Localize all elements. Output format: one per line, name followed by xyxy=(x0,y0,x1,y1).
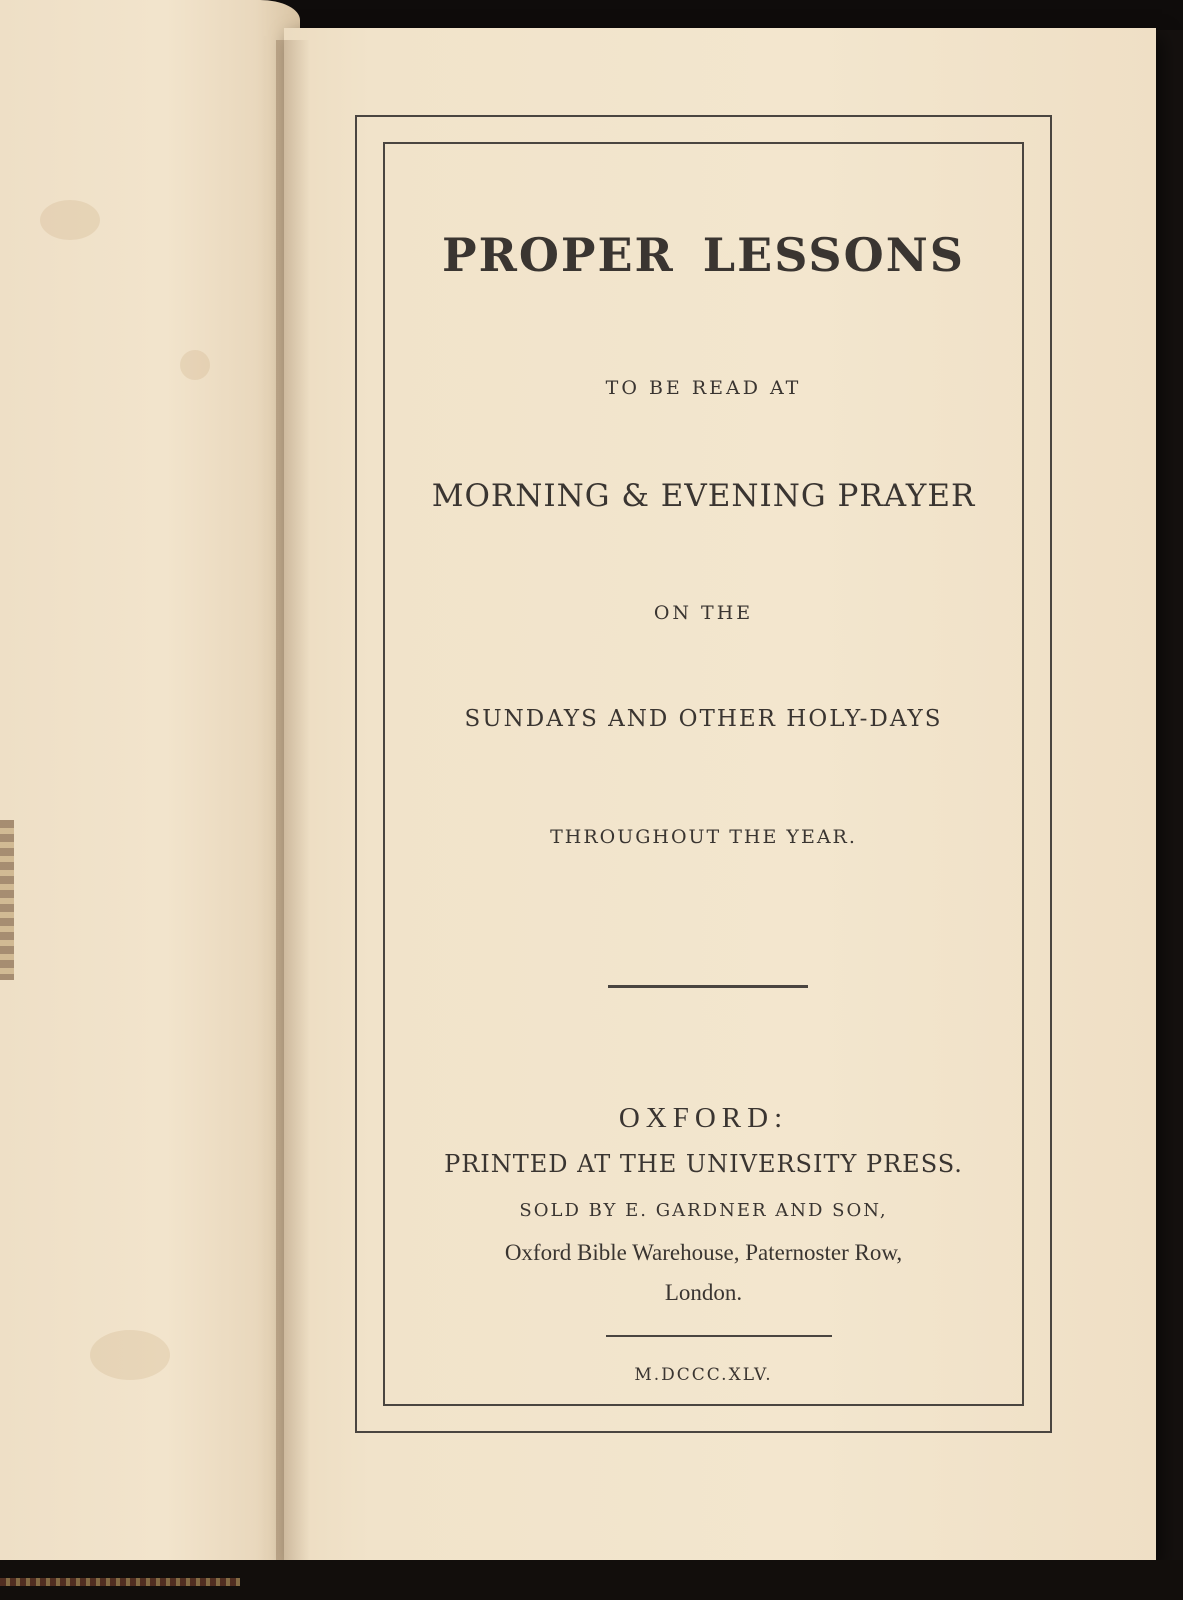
subtitle-line-3: ON THE xyxy=(653,602,754,624)
divider-rule-bottom xyxy=(606,1335,832,1337)
foxing-spot xyxy=(40,200,100,240)
imprint-city: OXFORD: xyxy=(618,1102,789,1134)
left-blank-page xyxy=(0,0,300,1600)
imprint-place: London. xyxy=(664,1280,743,1305)
foxing-spot xyxy=(180,350,210,380)
imprint-address: Oxford Bible Warehouse, Paternoster Row, xyxy=(504,1240,903,1265)
imprint-printer: PRINTED AT THE UNIVERSITY PRESS. xyxy=(444,1150,963,1178)
subtitle-line-1: TO BE READ AT xyxy=(605,377,802,399)
publication-year: M.DCCC.XLV. xyxy=(634,1365,773,1385)
book-title: PROPER LESSONS xyxy=(442,228,965,282)
subtitle-line-4: SUNDAYS AND OTHER HOLY-DAYS xyxy=(464,706,943,732)
subtitle-line-5: THROUGHOUT THE YEAR. xyxy=(550,826,857,848)
divider-rule xyxy=(608,985,808,988)
page-edge-decoration xyxy=(0,820,14,980)
gilt-edge-decoration xyxy=(0,1578,240,1586)
gutter-shadow xyxy=(276,40,310,1560)
subtitle-line-2: MORNING & EVENING PRAYER xyxy=(431,478,976,514)
imprint-seller: SOLD BY E. GARDNER AND SON, xyxy=(519,1200,888,1221)
book-cover-top-edge xyxy=(220,0,1183,30)
foxing-spot xyxy=(90,1330,170,1380)
